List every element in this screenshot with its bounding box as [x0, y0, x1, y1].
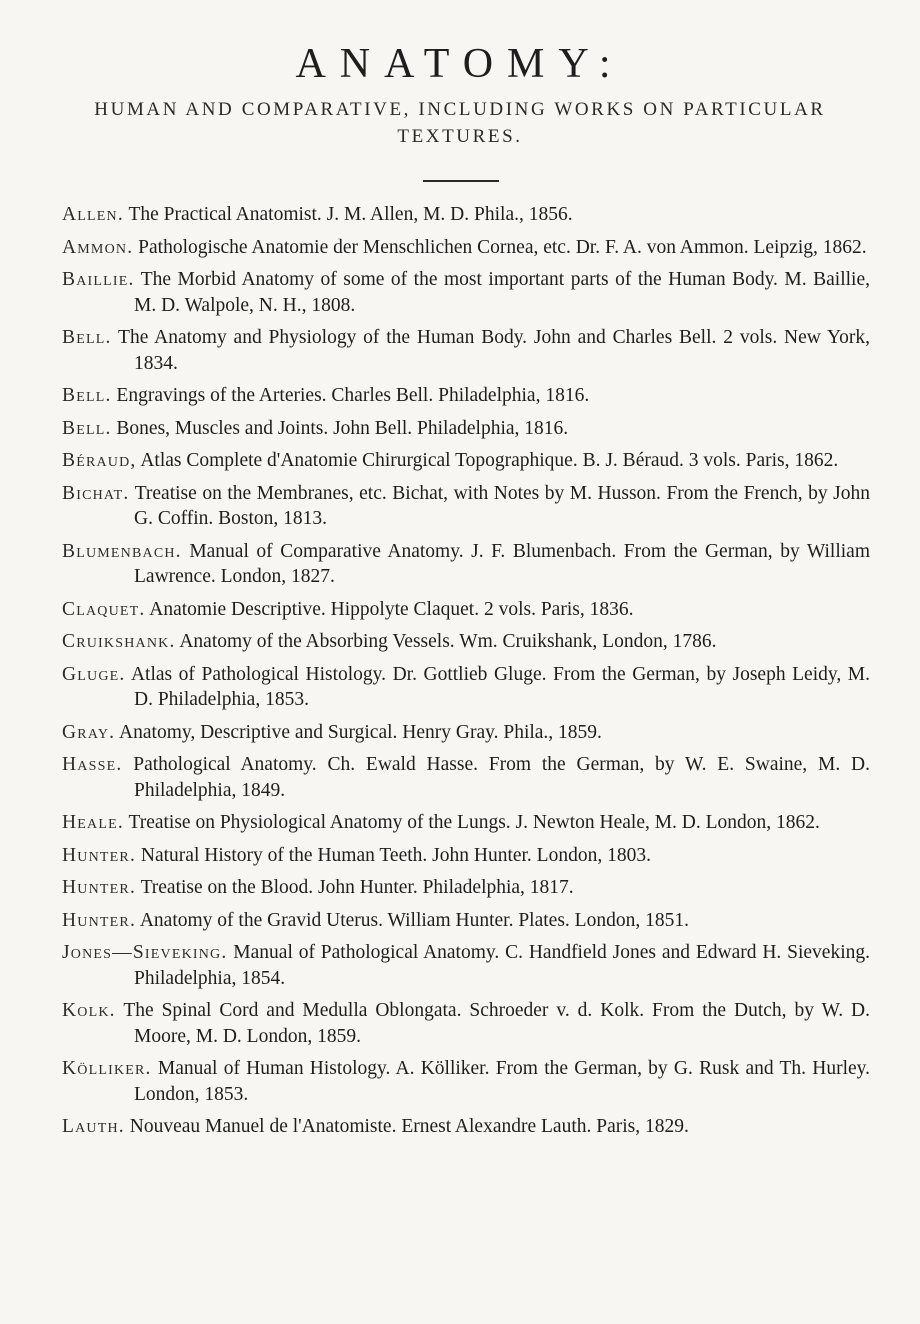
bibliography-entry — [62, 875, 870, 901]
bibliography-entry — [62, 383, 870, 409]
bibliography-entry — [62, 720, 870, 746]
entry-text: Atlas of Pathological Histology. Dr. Gottlieb Gluge. From the German, by Joseph Leidy, M. D. Philadelphia, 1853. — [130, 663, 870, 710]
bibliography-entry — [62, 629, 870, 655]
page-title: ANATOMY: — [295, 41, 625, 87]
page-subtitle: HUMAN AND COMPARATIVE, INCLUDING WORKS ON PARTICULAR TEXTURES. — [94, 99, 826, 147]
bibliography-entry — [62, 597, 870, 623]
bibliography-entry — [62, 235, 870, 261]
title-divider — [423, 180, 499, 182]
bibliography-list — [62, 202, 870, 1147]
bibliography-entry — [62, 202, 870, 228]
entry-text: The Spinal Cord and Medulla Oblongata. Schroeder v. d. Kolk. From the Dutch, by W. D. Moore, M. D. London, 1859. — [123, 1000, 870, 1047]
bibliography-entry — [62, 1056, 870, 1107]
bibliography-entry — [62, 448, 870, 474]
entry-text: Treatise on the Blood. John Hunter. Philadelphia, 1817. — [140, 877, 574, 898]
entry-author: Kölliker. — [62, 1058, 152, 1079]
entry-author: Hunter. — [62, 909, 137, 931]
entry-text: Manual of Human Histology. A. Kölliker. From the German, by G. Rusk and Th. Hurley. London, 1853. — [134, 1058, 871, 1105]
bibliography-entry — [62, 662, 870, 713]
entry-text: Natural History of the Human Teeth. John Hunter. London, 1803. — [140, 844, 651, 866]
entry-text: Nouveau Manuel de l'Anatomiste. Ernest Alexandre Lauth. Paris, 1829. — [129, 1116, 689, 1137]
bibliography-entry — [62, 843, 870, 869]
entry-author: Hasse. — [62, 754, 123, 775]
entry-author: Ammon. — [62, 236, 134, 258]
entry-author: Jones—Sieveking. — [62, 942, 228, 963]
bibliography-entry — [62, 539, 870, 590]
entry-text: Atlas Complete d'Anatomie Chirurgical Topographique. B. J. Béraud. 3 vols. Paris, 1862. — [140, 450, 839, 471]
entry-author: Lauth. — [62, 1116, 125, 1137]
entry-author: Béraud, — [62, 450, 137, 471]
entry-author: Bell. — [62, 327, 112, 348]
entry-text: The Practical Anatomist. J. M. Allen, M. D. Phila., 1856. — [128, 204, 573, 225]
entry-author: Allen. — [62, 204, 124, 225]
entry-author: Baillie. — [62, 269, 135, 290]
entry-author: Cruikshank. — [62, 631, 176, 652]
entry-text: Treatise on the Membranes, etc. Bichat, with Notes by M. Husson. From the French, by John G. Coffin. Boston, 1813. — [134, 482, 870, 529]
entry-author: Claquet. — [62, 598, 146, 620]
entry-text: Pathological Anatomy. Ch. Ewald Hasse. From the German, by W. E. Swaine, M. D. Philadelphia, 1849. — [133, 754, 870, 801]
bibliography-entry — [62, 908, 870, 934]
bibliography-entry — [62, 416, 870, 442]
bibliography-entry — [62, 752, 870, 803]
bibliography-entry — [62, 267, 870, 318]
bibliography-entry — [62, 325, 870, 376]
entry-text: Anatomie Descriptive. Hippolyte Claquet. 2 vols. Paris, 1836. — [149, 598, 634, 620]
entry-author: Hunter. — [62, 844, 137, 866]
entry-author: Blumenbach. — [62, 540, 182, 562]
entry-author: Bichat. — [62, 482, 130, 504]
bibliography-entry — [62, 1114, 870, 1140]
entry-text: Anatomy, Descriptive and Surgical. Henry Gray. Phila., 1859. — [119, 721, 602, 743]
bibliography-entry — [62, 940, 870, 991]
entry-text: Manual of Comparative Anatomy. J. F. Blumenbach. From the German, by William Lawrence. London, 1827. — [134, 540, 870, 587]
entry-text: Anatomy of the Gravid Uterus. William Hunter. Plates. London, 1851. — [139, 909, 689, 931]
entry-text: Engravings of the Arteries. Charles Bell. Philadelphia, 1816. — [116, 385, 590, 406]
entry-text: The Morbid Anatomy of some of the most important parts of the Human Body. M. Baillie, M. D. Walpole, N. H., 1808. — [134, 269, 870, 316]
bibliography-entry — [62, 998, 870, 1049]
entry-author: Hunter. — [62, 877, 137, 898]
bibliography-entry — [62, 810, 870, 836]
entry-author: Gray. — [62, 721, 116, 743]
entry-author: Gluge. — [62, 663, 126, 685]
entry-text: Anatomy of the Absorbing Vessels. Wm. Cruikshank, London, 1786. — [179, 631, 717, 652]
entry-text: Bones, Muscles and Joints. John Bell. Philadelphia, 1816. — [116, 417, 569, 439]
entry-author: Bell. — [62, 385, 112, 406]
entry-author: Bell. — [62, 417, 112, 439]
entry-text: Pathologische Anatomie der Menschlichen Cornea, etc. Dr. F. A. von Ammon. Leipzig, 1862. — [138, 236, 867, 258]
entry-author: Kolk. — [62, 1000, 116, 1021]
entry-text: The Anatomy and Physiology of the Human Body. John and Charles Bell. 2 vols. New York, 1834. — [118, 327, 870, 374]
entry-author: Heale. — [62, 812, 124, 833]
entry-text: Treatise on Physiological Anatomy of the Lungs. J. Newton Heale, M. D. London, 1862. — [128, 812, 820, 833]
entry-text: Manual of Pathological Anatomy. C. Handfield Jones and Edward H. Sieveking. Philadelphia, 1854. — [134, 942, 871, 989]
bibliography-entry — [62, 481, 870, 532]
